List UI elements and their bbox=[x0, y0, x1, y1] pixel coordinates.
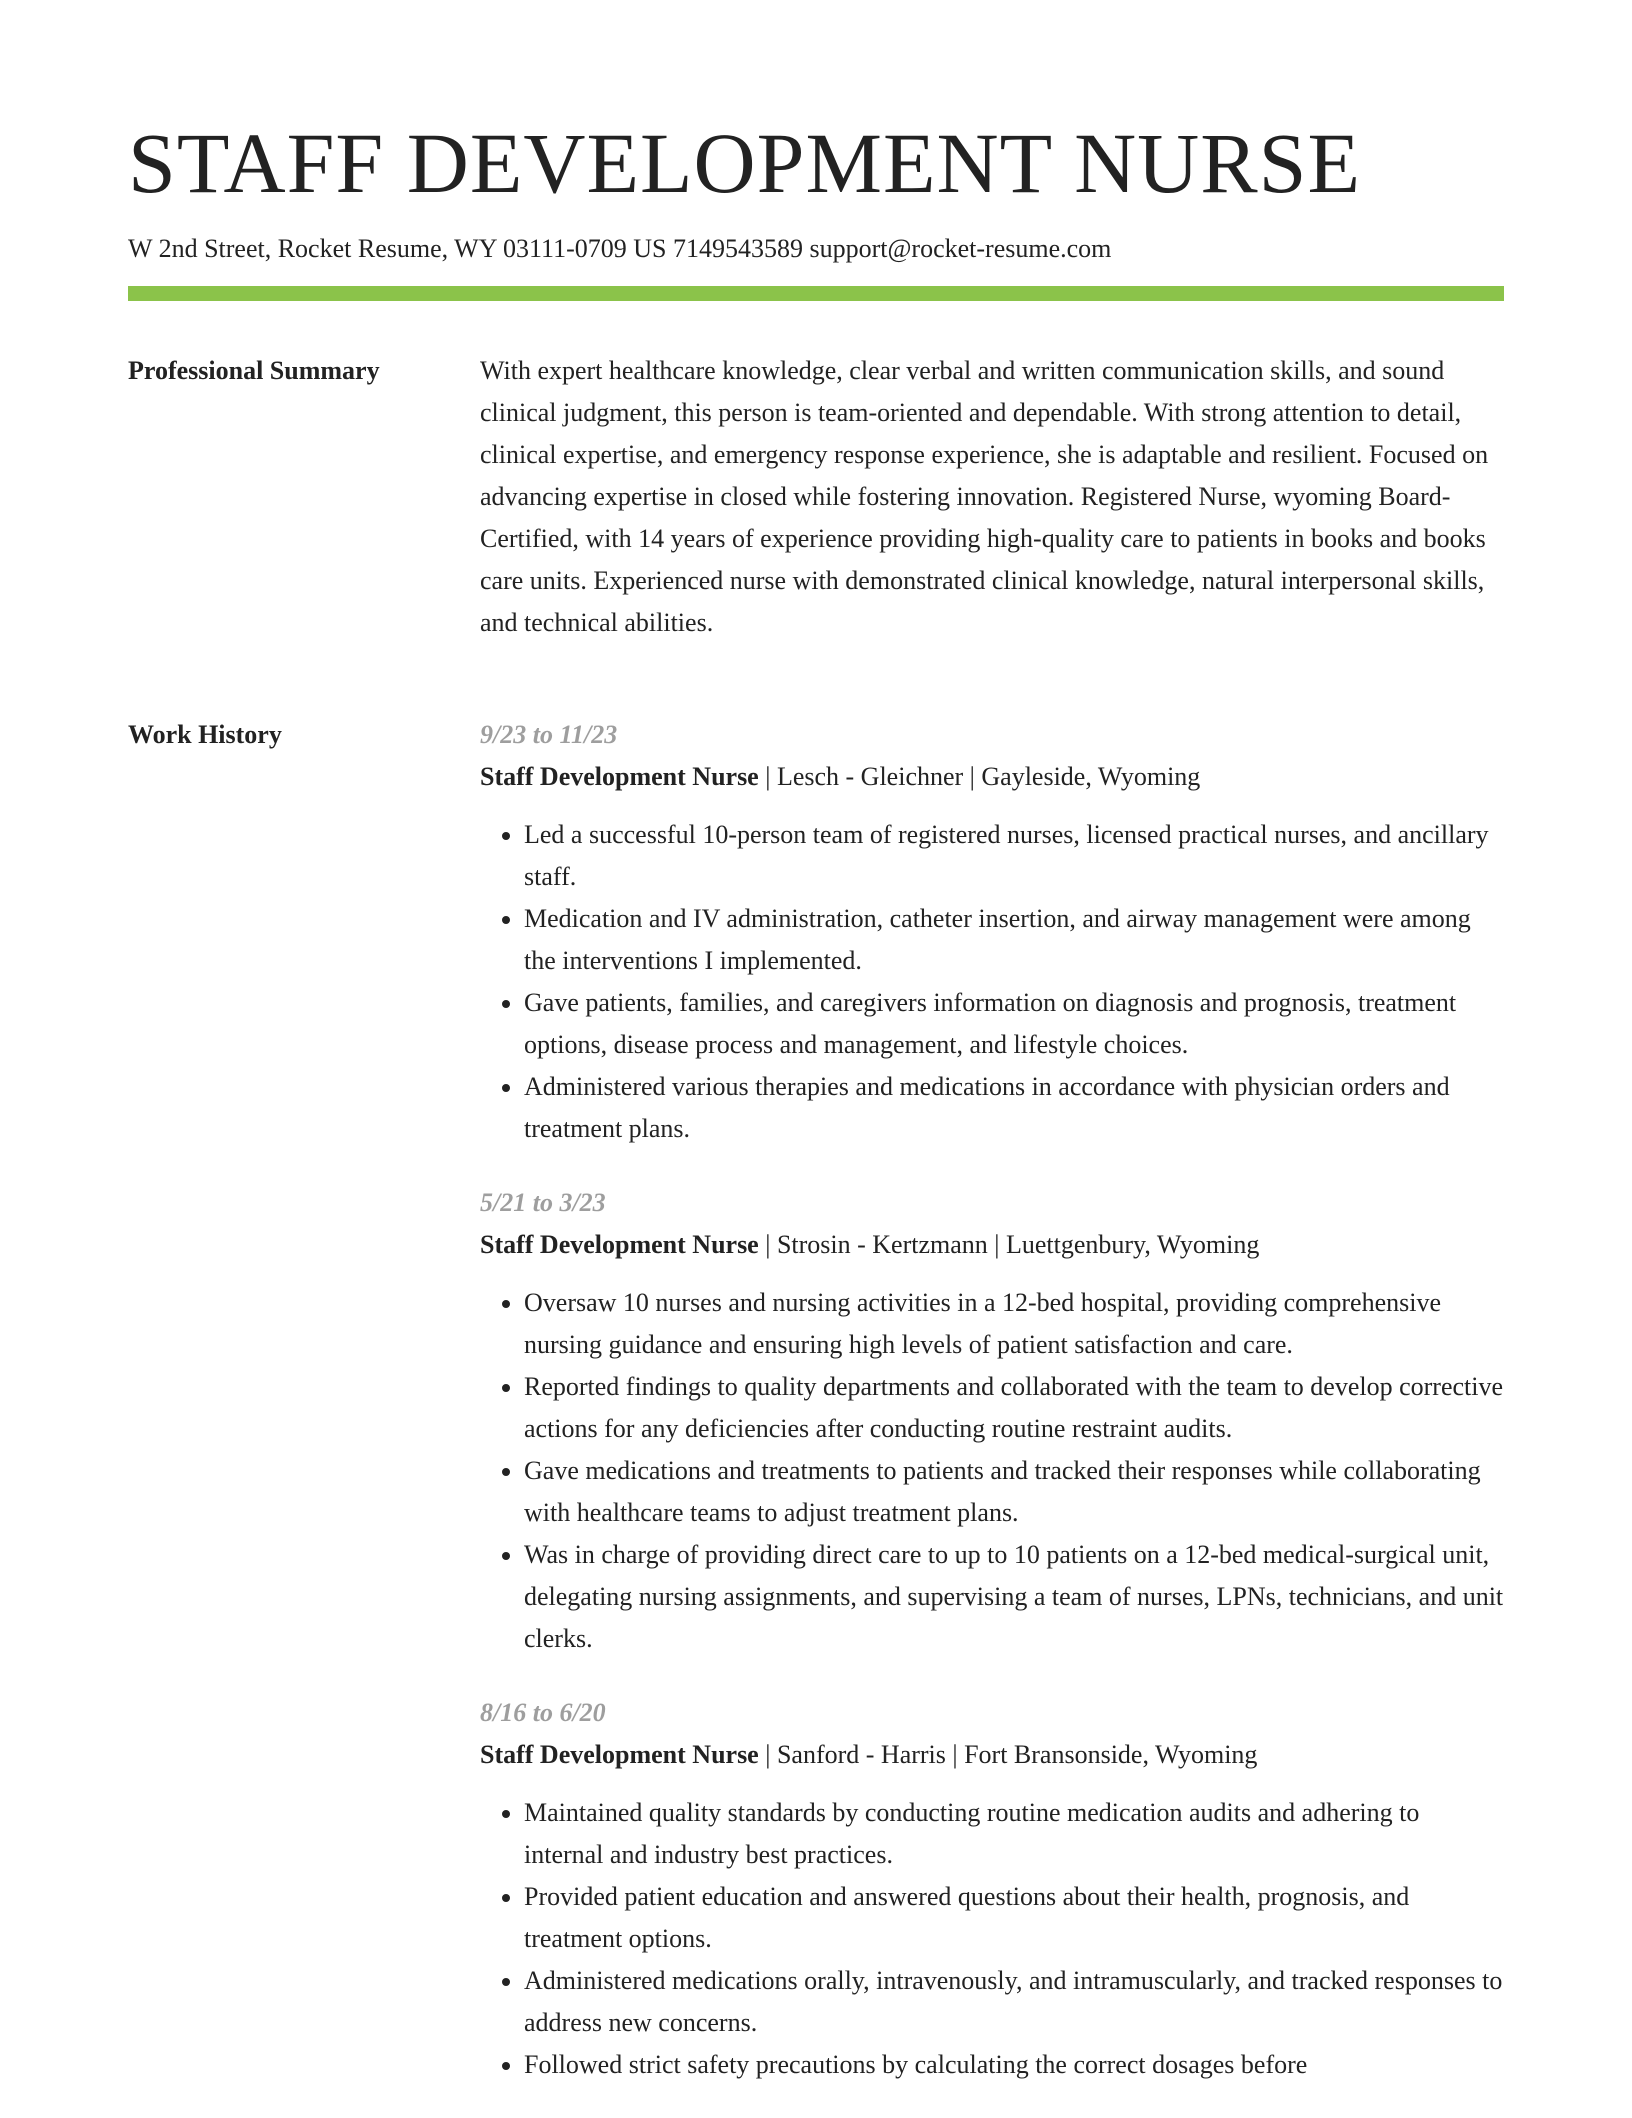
job-bullet: • Administered medications orally, intravenously, and intramuscularly, and tracked responses to address new concerns. bbox=[524, 1960, 1504, 2044]
job-dates: 9/23 to 11/23 bbox=[480, 720, 618, 749]
page-title: STAFF DEVELOPMENT NURSE bbox=[128, 115, 1362, 211]
job-dates: 8/16 to 6/20 bbox=[480, 1698, 606, 1727]
job-title: Staff Development Nurse bbox=[480, 1740, 759, 1769]
job-heading bbox=[480, 756, 1504, 798]
job-bullet: • Maintained quality standards by conducting routine medication audits and adhering to internal and industry best practices. bbox=[524, 1792, 1504, 1876]
job-bullets bbox=[480, 814, 1504, 1150]
job-entry bbox=[480, 714, 1504, 1150]
job-bullet: • Led a successful 10-person team of registered nurses, licensed practical nurses, and ancillary staff. bbox=[524, 814, 1504, 898]
job-bullets bbox=[480, 1792, 1504, 2086]
header-divider bbox=[128, 286, 1504, 301]
job-dates: 5/21 to 3/23 bbox=[480, 1188, 606, 1217]
job-title: Staff Development Nurse bbox=[480, 1230, 759, 1259]
contact-info: W 2nd Street, Rocket Resume, WY 03111-0709 US 7149543589 support@rocket-resume.com bbox=[128, 234, 1112, 263]
job-title: Staff Development Nurse bbox=[480, 762, 759, 791]
work-history-body bbox=[480, 714, 1504, 2118]
job-details: | Strosin - Kertzmann | Luettgenbury, Wyoming bbox=[758, 1230, 1260, 1259]
job-bullet: • Gave patients, families, and caregivers information on diagnosis and prognosis, treatment options, disease process and management, and lifestyle choices. bbox=[524, 982, 1504, 1066]
job-bullet: • Oversaw 10 nurses and nursing activities in a 12-bed hospital, providing comprehensive nursing guidance and ensuring high levels of patient satisfaction and care. bbox=[524, 1282, 1504, 1366]
summary-text: With expert healthcare knowledge, clear verbal and written communication skills, and sound clinical judgment, this person is team-oriented and dependable. With strong attention to detail, clinical expertise, and emergency response experience, she is adaptable and resilient. Focused on advancing expertise in closed while fostering innovation. Registered Nurse, wyoming Board-Certified, with 14 years of experience providing high-quality care to patients in books and books care units. Experienced nurse with demonstrated clinical knowledge, natural interpersonal skills, and technical abilities. bbox=[480, 356, 1489, 637]
job-bullets bbox=[480, 1282, 1504, 1660]
job-bullet: • Medication and IV administration, catheter insertion, and airway management were among the interventions I implemented. bbox=[524, 898, 1504, 982]
job-bullet: • Was in charge of providing direct care to up to 10 patients on a 12-bed medical-surgical unit, delegating nursing assignments, and supervising a team of nurses, LPNs, technicians, and unit clerks. bbox=[524, 1534, 1504, 1660]
job-bullet: • Reported findings to quality departments and collaborated with the team to develop corrective actions for any deficiencies after conducting routine restraint audits. bbox=[524, 1366, 1504, 1450]
work-history-label: Work History bbox=[128, 720, 282, 749]
job-details: | Sanford - Harris | Fort Bransonside, Wyoming bbox=[758, 1740, 1258, 1769]
job-details: | Lesch - Gleichner | Gayleside, Wyoming bbox=[758, 762, 1201, 791]
summary-label: Professional Summary bbox=[128, 356, 380, 385]
job-bullet: • Administered various therapies and medications in accordance with physician orders and treatment plans. bbox=[524, 1066, 1504, 1150]
summary-body bbox=[480, 350, 1504, 644]
job-bullet: • Gave medications and treatments to patients and tracked their responses while collaborating with healthcare teams to adjust treatment plans. bbox=[524, 1450, 1504, 1534]
job-bullet: • Followed strict safety precautions by calculating the correct dosages before bbox=[524, 2044, 1504, 2086]
job-entry bbox=[480, 1692, 1504, 2086]
job-entry bbox=[480, 1182, 1504, 1660]
job-heading bbox=[480, 1734, 1504, 1776]
job-bullet: • Provided patient education and answered questions about their health, prognosis, and treatment options. bbox=[524, 1876, 1504, 1960]
job-heading bbox=[480, 1224, 1504, 1266]
